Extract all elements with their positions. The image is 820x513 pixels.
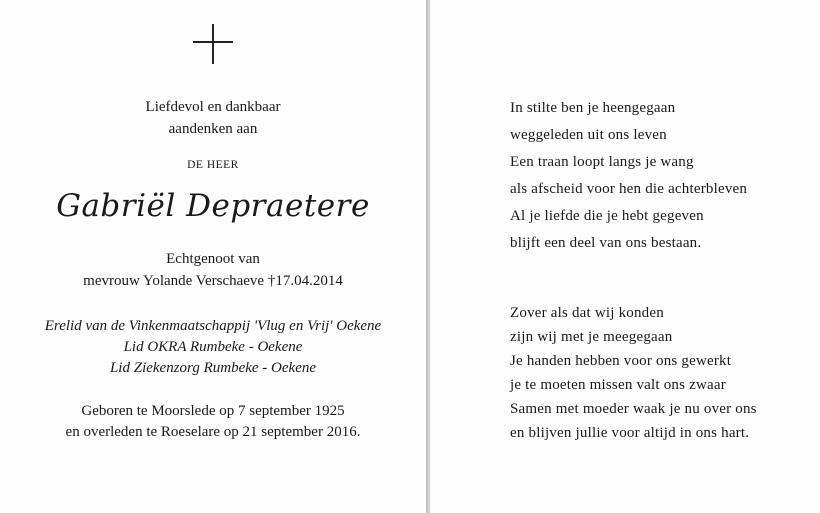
poem-line: Je handen hebben voor ons gewerkt [510, 353, 732, 369]
birth-line: Geboren te Moorslede op 7 september 1925 [81, 403, 345, 419]
membership-1: Erelid van de Vinkenmaatschappij 'Vlug en Vrij' Oekene [44, 318, 382, 334]
poem-line: Zover als dat wij konden [510, 305, 664, 321]
right-panel [431, 0, 820, 513]
poem-line: Samen met moeder waak je nu over ons [510, 401, 757, 417]
cross-icon [193, 24, 233, 64]
poem-line: weggeleden uit ons leven [510, 127, 667, 143]
membership-2: Lid OKRA Rumbeke - Oekene [123, 339, 303, 355]
intro-line-2: aandenken aan [168, 121, 258, 137]
honorific: DE HEER [187, 159, 239, 171]
poem-line: Al je liefde die je hebt gegeven [510, 208, 704, 224]
poem-line: blijft een deel van ons bestaan. [510, 235, 702, 251]
spouse-line-1: Echtgenoot van [166, 251, 260, 267]
poem-line: In stilte ben je heengegaan [510, 100, 676, 116]
spouse-line-2: mevrouw Yolande Verschaeve †17.04.2014 [83, 273, 343, 289]
membership-3: Lid Ziekenzorg Rumbeke - Oekene [109, 360, 317, 376]
poem-line: Een traan loopt langs je wang [510, 154, 694, 170]
poem-line: zijn wij met je meegegaan [510, 329, 673, 345]
deceased-name: Gabriël Depraetere [56, 188, 370, 224]
poem-line: je te moeten missen valt ons zwaar [510, 377, 726, 393]
death-line: en overleden te Roeselare op 21 september 2016. [65, 424, 361, 440]
poem-line: en blijven jullie voor altijd in ons hart. [510, 425, 750, 441]
poem-line: als afscheid voor hen die achterbleven [510, 181, 748, 197]
intro-line-1: Liefdevol en dankbaar [145, 99, 281, 115]
